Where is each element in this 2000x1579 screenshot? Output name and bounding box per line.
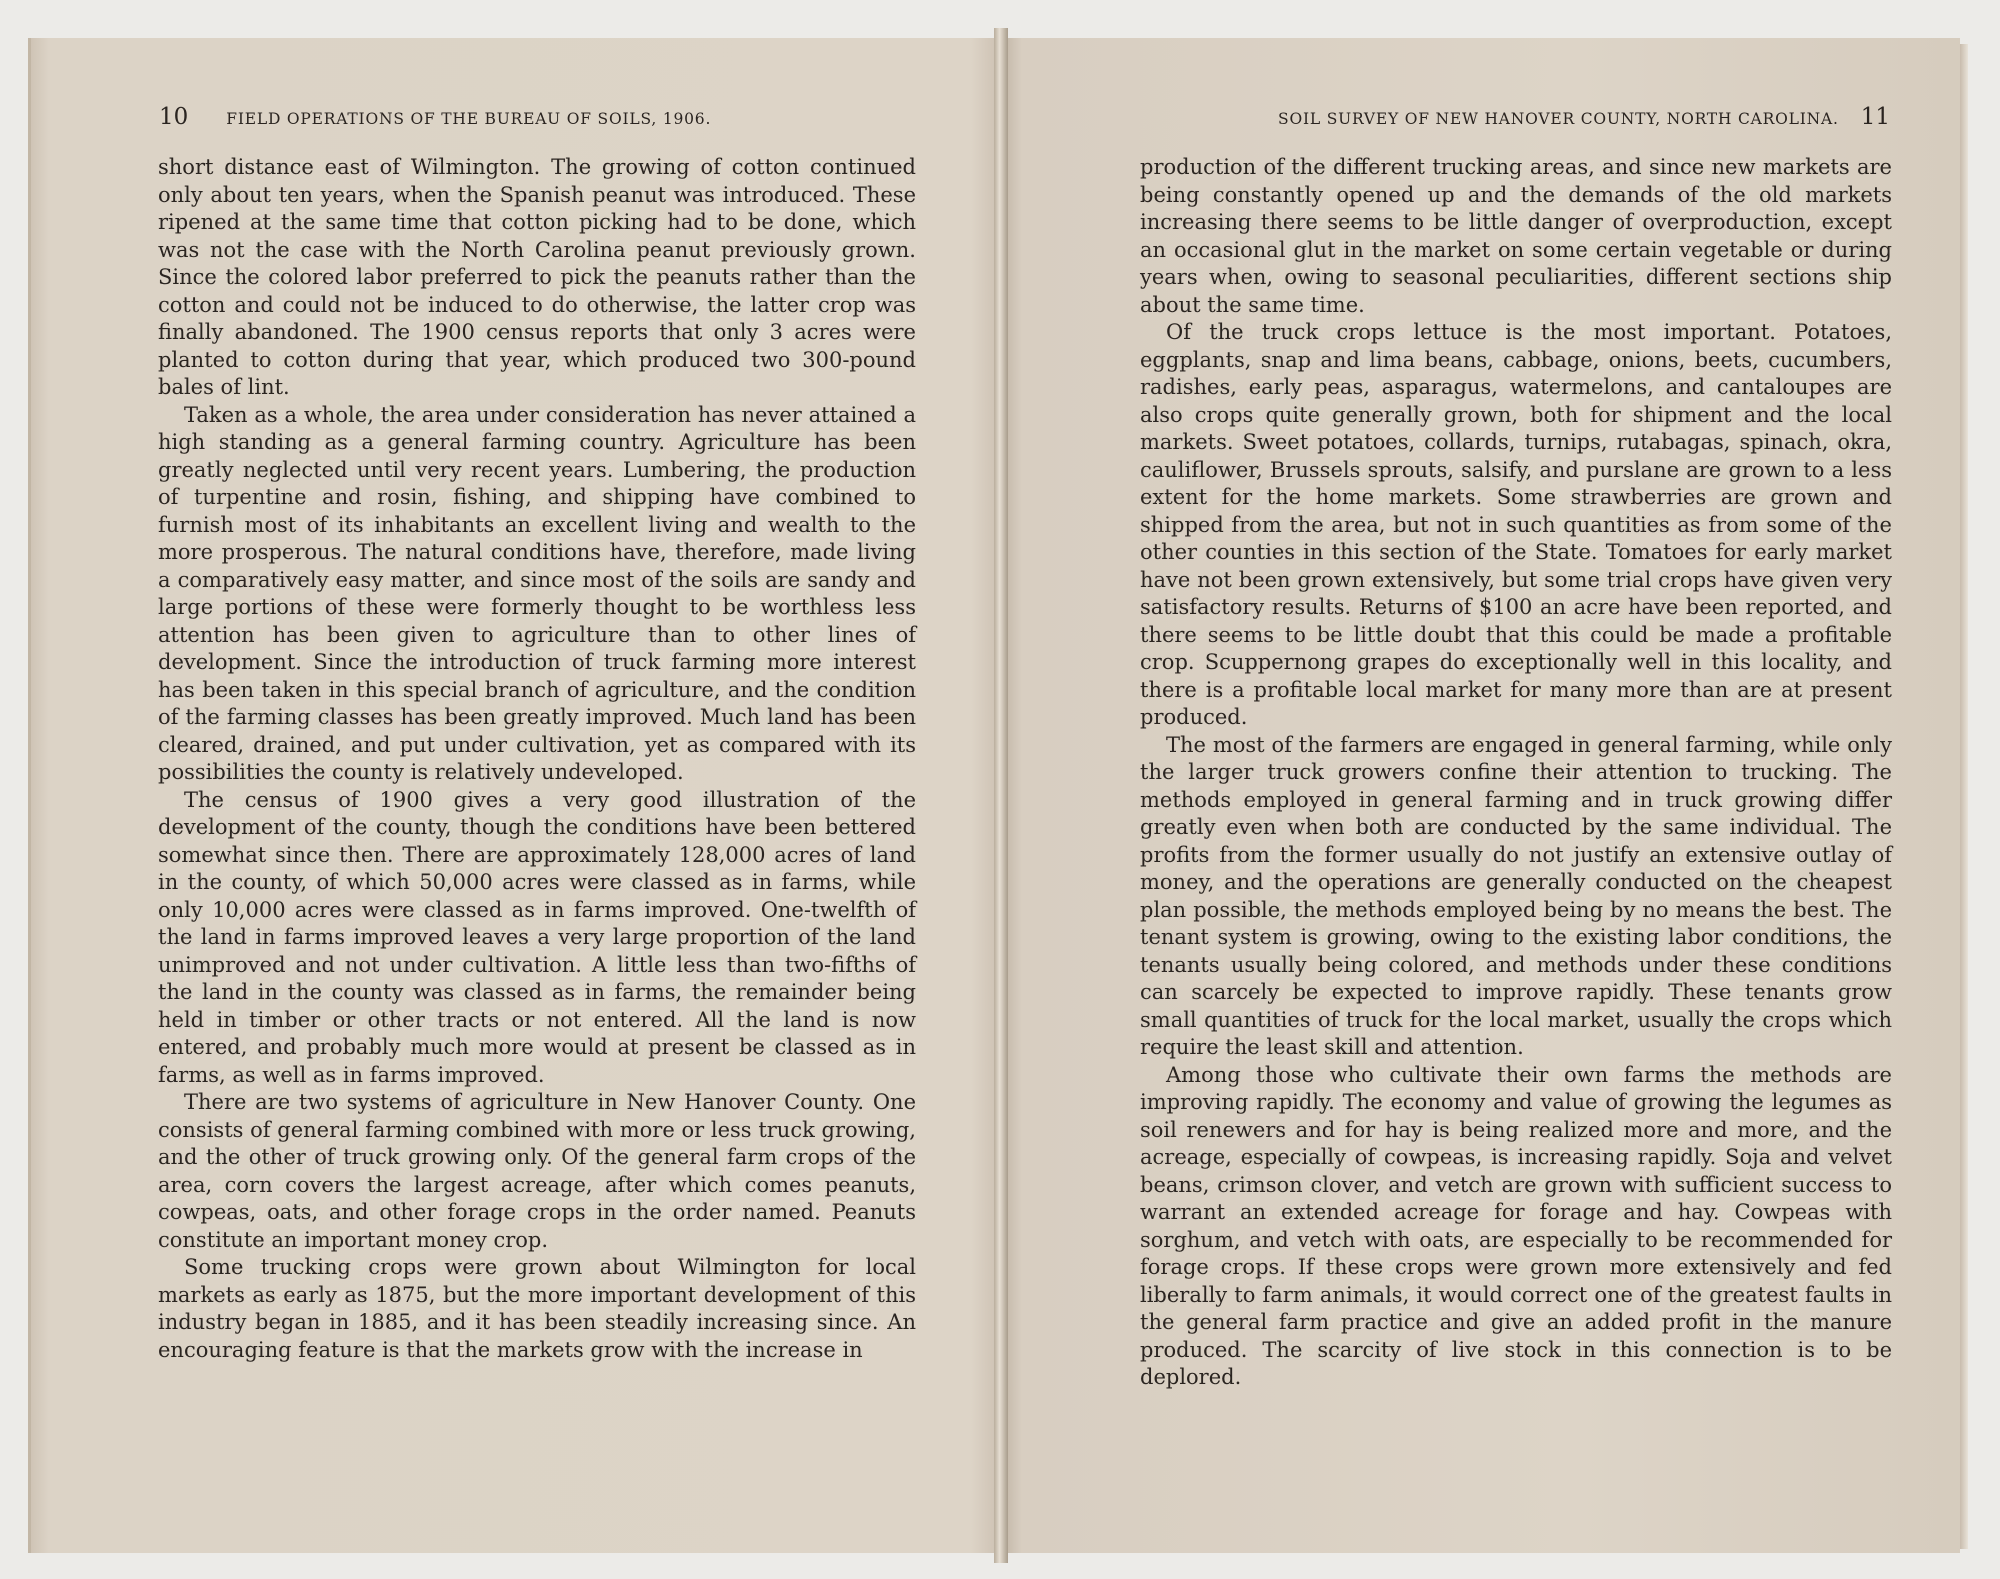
paragraph: There are two systems of agriculture in New Hanover County. One consists of general farming combined with more or less truck growing, and the other of truck growing only. Of the general farm crops of the area, corn covers the largest acreage, after which comes peanuts, cowpeas, oats, and other forage crops in the order named. Peanuts constitute an important money crop. — [158, 1090, 916, 1252]
right-body-text — [1140, 154, 1892, 1392]
paragraph: Of the truck crops lettuce is the most important. Potatoes, eggplants, snap and lima beans, cabbage, onions, beets, cucumbers, radishes, early peas, asparagus, watermelons, and cantaloupes are also crops quite generally grown, both for shipment and the local markets. Sweet potatoes, collards, turnips, rutabagas, spinach, okra, cauliflower, Brussels sprouts, salsify, and purslane are grown to a less extent for the home markets. Some strawberries are grown and shipped from the area, but not in such quantities as from some of the other counties in this section of the State. Tomatoes for early market have not been grown extensively, but some trial crops have given very satisfactory results. Returns of $100 an acre have been reported, and there seems to be little doubt that this could be made a profitable crop. Scuppernong grapes do exceptionally well in this locality, and there is a profitable local market for many more than are at present produced. — [1140, 320, 1892, 729]
book-gutter — [994, 28, 1008, 1563]
right-header-title: SOIL SURVEY OF NEW HANOVER COUNTY, NORTH CAROLINA. — [1278, 110, 1839, 128]
right-running-head — [1140, 104, 1890, 134]
page-edge — [1960, 44, 1968, 1549]
left-header-title: FIELD OPERATIONS OF THE BUREAU OF SOILS, 1906. — [226, 110, 712, 128]
paragraph: Some trucking crops were grown about Wilmington for local markets as early as 1875, but the more important development of this industry began in 1885, and it has been steadily increasing since. An encouraging feature is that the markets grow with the increase in — [158, 1255, 916, 1362]
paragraph: Taken as a whole, the area under consideration has never attained a high standing as a general farming country. Agriculture has been greatly neglected until very recent years. Lumbering, the production of turpentine and rosin, fishing, and shipping have combined to furnish most of its inhabitants an excellent living and wealth to the more prosperous. The natural conditions have, therefore, made living a comparatively easy matter, and since most of the soils are sandy and large portions of these were formerly thought to be worthless less attention has been given to agriculture than to other lines of development. Since the introduction of truck farming more interest has been taken in this special branch of agriculture, and the condition of the farming classes has been greatly improved. Much land has been cleared, drained, and put under cultivation, yet as compared with its possibilities the county is relatively undeveloped. — [158, 402, 916, 784]
right-page-number: 11 — [1860, 104, 1890, 130]
open-book — [28, 38, 1960, 1553]
paragraph: short distance east of Wilmington. The growing of cotton continued only about ten years, when the Spanish peanut was introduced. These ripened at the same time that cotton picking had to be done, which was not the case with the North Carolina peanut previously grown. Since the colored labor preferred to pick the peanuts rather than the cotton and could not be induced to do otherwise, the latter crop was finally abandoned. The 1900 census reports that only 3 acres were planted to cotton during that year, which produced two 300-pound bales of lint. — [158, 155, 916, 399]
left-running-head — [159, 104, 919, 134]
paragraph: The census of 1900 gives a very good illustration of the development of the county, though the conditions have been bettered somewhat since then. There are approximately 128,000 acres of land in the county, of which 50,000 acres were classed as in farms, while only 10,000 acres were classed as in farms improved. One-twelfth of the land in farms improved leaves a very large proportion of the land unimproved and not under cultivation. A little less than two-fifths of the land in the county was classed as in farms, the remainder being held in timber or other tracts or not entered. All the land is now entered, and probably much more would at present be classed as in farms, as well as in farms improved. — [158, 787, 916, 1087]
paragraph: production of the different trucking areas, and since new markets are being constantly opened up and the demands of the old markets increasing there seems to be little danger of overproduction, except an occasional glut in the market on some certain vegetable or during years when, owing to seasonal peculiarities, different sections ship about the same time. — [1140, 155, 1892, 317]
left-body-text — [158, 154, 916, 1364]
right-page — [1000, 38, 1960, 1553]
left-page-number: 10 — [159, 104, 189, 130]
left-page — [28, 38, 1000, 1553]
paragraph: The most of the farmers are engaged in general farming, while only the larger truck growers confine their attention to trucking. The methods employed in general farming and in truck growing differ greatly even when both are conducted by the same individual. The profits from the former usually do not justify an extensive outlay of money, and the operations are generally conducted on the cheapest plan possible, the methods employed being by no means the best. The tenant system is growing, owing to the existing labor conditions, the tenants usually being colored, and methods under these conditions can scarcely be expected to improve rapidly. These tenants grow small quantities of truck for the local market, usually the crops which require the least skill and attention. — [1140, 732, 1892, 1059]
paragraph: Among those who cultivate their own farms the methods are improving rapidly. The economy and value of growing the legumes as soil renewers and for hay is being realized more and more, and the acreage, especially of cowpeas, is increasing rapidly. Soja and velvet beans, crimson clover, and vetch are grown with sufficient success to warrant an extended acreage for forage and hay. Cowpeas with sorghum, and vetch with oats, are especially to be recommended for forage crops. If these crops were grown more extensively and fed liberally to farm animals, it would correct one of the greatest faults in the general farm practice and give an added profit in the manure produced. The scarcity of live stock in this connection is to be deplored. — [1140, 1062, 1892, 1389]
